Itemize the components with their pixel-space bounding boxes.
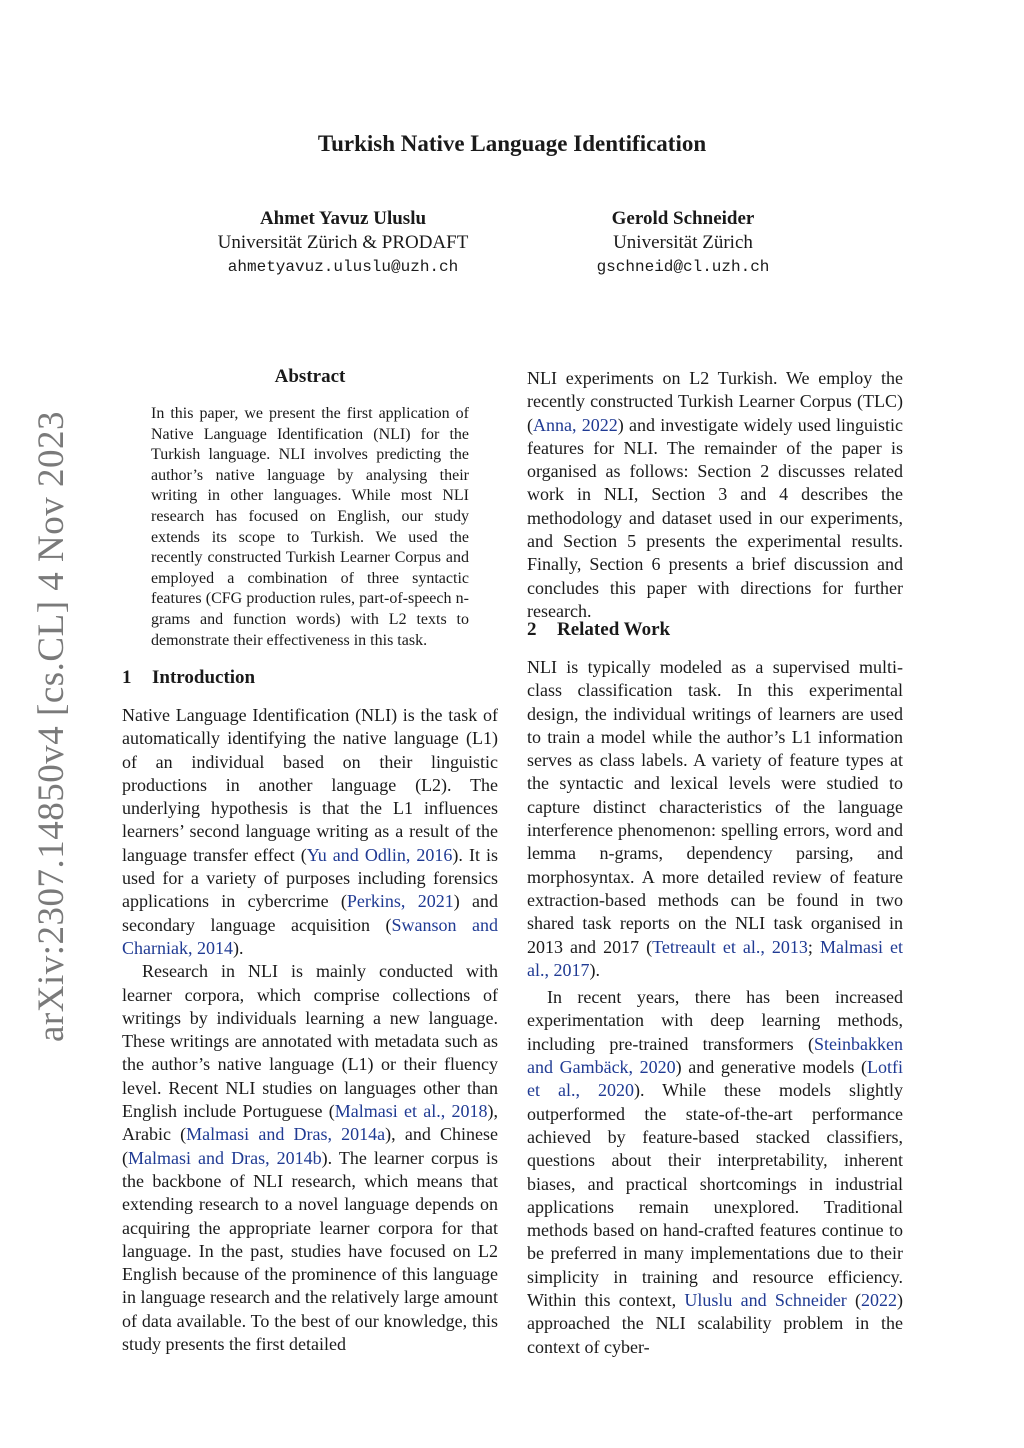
- author-name: Gerold Schneider: [611, 208, 755, 229]
- author-email[interactable]: ahmetyavuz.uluslu@uzh.ch: [227, 258, 459, 276]
- section-number: 1: [122, 667, 132, 688]
- section-number: 2: [527, 619, 537, 640]
- author-affiliation: Universität Zürich & PRODAFT: [217, 232, 469, 253]
- intro-paragraph-2: Research in NLI is mainly conducted with learner corpora, which comprise collections of writings by individuals learning a new language. These writings are annotated with metadata such as the author’s native language (L1) or their fluency level. Recent NLI studies on languages other than English include Portuguese (Malmasi et al., 2018), Arabic (Malmasi and Dras, 2014a), and Chinese (Malmasi and Dras, 2014b). The learner corpus is the backbone of NLI research, which means that extending research to a novel language depends on acquiring the appropriate learner corpora for that language. In the past, studies have focused on L2 English because of the prominence of this language in language research and the relatively large amount of data available. To the best of our knowledge, this study presents the first detailed: [122, 961, 499, 1355]
- citation-link[interactable]: Malmasi and Dras, 2014b: [128, 1147, 322, 1168]
- citation-link[interactable]: Uluslu and Schneider: [684, 1290, 847, 1311]
- right-column-top: [527, 367, 903, 623]
- abstract-text: In this paper, we present the first application of Native Language Identification (NLI) for the Turkish language. NLI involves predicting the author’s native language by analysing their writing in other languages. While most NLI research has focused on English, our study extends its scope to Turkish. We used the recently constructed Turkish Learner Corpus and employed a combination of three syntactic features (CFG production rules, part-of-speech n-grams and function words) with L2 texts to demonstrate their effectiveness in this task.: [151, 405, 469, 649]
- citation-link[interactable]: Malmasi et al., 2018: [334, 1101, 488, 1122]
- citation-link[interactable]: Tetreault et al., 2013: [652, 936, 808, 957]
- author-block-1: [190, 207, 496, 279]
- citation-link[interactable]: Malmasi and Dras, 2014a: [186, 1124, 386, 1145]
- citation-link[interactable]: Malmasi et al., 2017: [527, 936, 903, 980]
- left-column-body: [122, 704, 498, 1356]
- citation-link[interactable]: Swanson and Charniak, 2014: [122, 914, 498, 958]
- paper-title: Turkish Native Language Identification: [317, 131, 707, 156]
- abstract-heading: Abstract: [274, 366, 346, 387]
- right-column-body: [527, 656, 903, 1359]
- citation-link[interactable]: Perkins, 2021: [346, 891, 454, 912]
- citation-link[interactable]: Lotfi et al., 2020: [527, 1057, 903, 1101]
- citation-link[interactable]: Anna, 2022: [533, 414, 618, 435]
- citation-link[interactable]: Yu and Odlin, 2016: [306, 844, 453, 865]
- section-title: Introduction: [152, 667, 256, 688]
- section-title: Related Work: [557, 619, 671, 640]
- section-heading-related-work: [527, 619, 670, 641]
- section-heading-introduction: [122, 667, 255, 689]
- related-paragraph-2: In recent years, there has been increased experimentation with deep learning methods, including pre-trained transformers (Steinbakken and Gambäck, 2020) and generative models (Lotfi et al., 2020). While these models slightly outperformed the state-of-the-art performance achieved by feature-based stacked classifiers, questions about their interpretability, inherent biases, and practical shortcomings in industrial applications remain unexplored. Traditional methods based on hand-crafted features continue to be preferred in many implementations due to their simplicity in training and resource efficiency. Within this context, Uluslu and Schneider (2022) approached the NLI scalability problem in the context of cyber-: [527, 987, 904, 1357]
- intro-paragraph-3: NLI experiments on L2 Turkish. We employ the recently constructed Turkish Learner Corpus (TLC) (Anna, 2022) and investigate widely used linguistic features for NLI. The remainder of the paper is organised as follows: Section 2 discusses related work in NLI, Section 3 and 4 describes the methodology and dataset used in our experiments, and Section 5 presents the experimental results. Finally, Section 6 presents a brief discussion and concludes this paper with directions for further research.: [527, 368, 903, 621]
- related-paragraph-1: NLI is typically modeled as a supervised multi-class classification task. In this experimental design, the individual writings of learners are used to train a model while the author’s L1 information serves as class labels. A variety of feature types at the syntactic and lexical levels were studied to capture distinct characteristics of the language interference phenomenon: spelling errors, word and lemma n-grams, dependency parsing, and morphosyntax. A more detailed review of feature extraction-based methods can be found in two shared task reports on the NLI task organised in 2013 and 2017 (Tetreault et al., 2013; Malmasi et al., 2017).: [527, 657, 903, 980]
- author-name: Ahmet Yavuz Uluslu: [259, 208, 427, 229]
- author-block-2: [566, 207, 800, 279]
- intro-paragraph-1: Native Language Identification (NLI) is the task of automatically identifying the native language (L1) of an individual based on their linguistic productions in another language (L2). The underlying hypothesis is that the L1 influences learners’ second language writing as a result of the language transfer effect (Yu and Odlin, 2016). It is used for a variety of purposes including forensics applications in cybercrime (Perkins, 2021) and secondary language acquisition (Swanson and Charniak, 2014).: [122, 705, 499, 958]
- author-affiliation: Universität Zürich: [613, 232, 753, 253]
- author-email[interactable]: gschneid@cl.uzh.ch: [596, 258, 770, 276]
- citation-link[interactable]: 2022: [861, 1290, 898, 1311]
- arxiv-identifier: arXiv:2307.14850v4 [cs.CL] 4 Nov 2023: [31, 411, 72, 1042]
- citation-link[interactable]: Steinbakken and Gambäck, 2020: [527, 1033, 903, 1078]
